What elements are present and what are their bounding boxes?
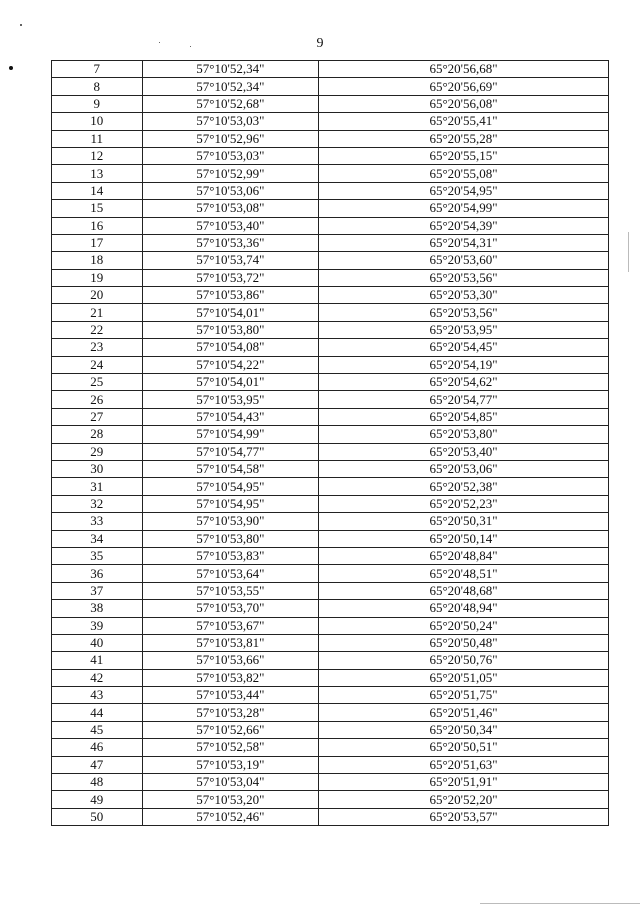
- longitude-cell: 65°20'52,23": [319, 495, 609, 512]
- table-row: [52, 252, 609, 269]
- table-row: [52, 547, 609, 564]
- longitude-cell: 65°20'48,68": [319, 582, 609, 599]
- table-row: [52, 617, 609, 634]
- longitude-cell: 65°20'54,62": [319, 374, 609, 391]
- point-number-cell: 16: [52, 217, 143, 234]
- scan-edge-mark: [480, 903, 640, 904]
- table-row: [52, 791, 609, 808]
- table-row: [52, 339, 609, 356]
- longitude-cell: 65°20'53,57": [319, 808, 609, 825]
- table-row: [52, 200, 609, 217]
- point-number-cell: 14: [52, 182, 143, 199]
- point-number-cell: 38: [52, 600, 143, 617]
- longitude-cell: 65°20'52,38": [319, 478, 609, 495]
- table-row: [52, 287, 609, 304]
- point-number-cell: 8: [52, 78, 143, 95]
- longitude-cell: 65°20'50,76": [319, 652, 609, 669]
- longitude-cell: 65°20'51,05": [319, 669, 609, 686]
- latitude-cell: 57°10'53,03": [142, 113, 318, 130]
- table-row: [52, 582, 609, 599]
- longitude-cell: 65°20'48,51": [319, 565, 609, 582]
- point-number-cell: 22: [52, 321, 143, 338]
- point-number-cell: 47: [52, 756, 143, 773]
- table-row: [52, 739, 609, 756]
- point-number-cell: 15: [52, 200, 143, 217]
- point-number-cell: 19: [52, 269, 143, 286]
- point-number-cell: 20: [52, 287, 143, 304]
- longitude-cell: 65°20'51,91": [319, 774, 609, 791]
- longitude-cell: 65°20'50,14": [319, 530, 609, 547]
- coordinates-table: [51, 60, 609, 826]
- longitude-cell: 65°20'54,77": [319, 391, 609, 408]
- table-row: [52, 721, 609, 738]
- point-number-cell: 48: [52, 774, 143, 791]
- longitude-cell: 65°20'50,48": [319, 634, 609, 651]
- latitude-cell: 57°10'52,96": [142, 130, 318, 147]
- longitude-cell: 65°20'50,51": [319, 739, 609, 756]
- latitude-cell: 57°10'53,80": [142, 530, 318, 547]
- longitude-cell: 65°20'56,69": [319, 78, 609, 95]
- longitude-cell: 65°20'53,95": [319, 321, 609, 338]
- point-number-cell: 45: [52, 721, 143, 738]
- longitude-cell: 65°20'54,39": [319, 217, 609, 234]
- table-row: [52, 774, 609, 791]
- table-row: [52, 495, 609, 512]
- latitude-cell: 57°10'53,81": [142, 634, 318, 651]
- table-row: [52, 182, 609, 199]
- latitude-cell: 57°10'53,74": [142, 252, 318, 269]
- table-row: [52, 704, 609, 721]
- point-number-cell: 44: [52, 704, 143, 721]
- table-row: [52, 634, 609, 651]
- latitude-cell: 57°10'54,01": [142, 374, 318, 391]
- latitude-cell: 57°10'53,80": [142, 321, 318, 338]
- scan-speck: [9, 66, 13, 70]
- longitude-cell: 65°20'53,30": [319, 287, 609, 304]
- latitude-cell: 57°10'53,44": [142, 687, 318, 704]
- latitude-cell: 57°10'52,99": [142, 165, 318, 182]
- table-row: [52, 147, 609, 164]
- coordinates-table-body: [52, 61, 609, 826]
- point-number-cell: 32: [52, 495, 143, 512]
- table-row: [52, 478, 609, 495]
- point-number-cell: 13: [52, 165, 143, 182]
- longitude-cell: 65°20'51,75": [319, 687, 609, 704]
- table-row: [52, 217, 609, 234]
- latitude-cell: 57°10'53,19": [142, 756, 318, 773]
- longitude-cell: 65°20'55,08": [319, 165, 609, 182]
- latitude-cell: 57°10'54,22": [142, 356, 318, 373]
- longitude-cell: 65°20'50,34": [319, 721, 609, 738]
- longitude-cell: 65°20'56,08": [319, 95, 609, 112]
- point-number-cell: 24: [52, 356, 143, 373]
- latitude-cell: 57°10'52,46": [142, 808, 318, 825]
- table-row: [52, 426, 609, 443]
- point-number-cell: 41: [52, 652, 143, 669]
- table-row: [52, 95, 609, 112]
- point-number-cell: 23: [52, 339, 143, 356]
- latitude-cell: 57°10'53,36": [142, 234, 318, 251]
- latitude-cell: 57°10'53,40": [142, 217, 318, 234]
- latitude-cell: 57°10'54,77": [142, 443, 318, 460]
- longitude-cell: 65°20'51,63": [319, 756, 609, 773]
- point-number-cell: 12: [52, 147, 143, 164]
- latitude-cell: 57°10'54,01": [142, 304, 318, 321]
- latitude-cell: 57°10'53,20": [142, 791, 318, 808]
- point-number-cell: 7: [52, 61, 143, 78]
- latitude-cell: 57°10'53,55": [142, 582, 318, 599]
- point-number-cell: 9: [52, 95, 143, 112]
- point-number-cell: 43: [52, 687, 143, 704]
- latitude-cell: 57°10'53,67": [142, 617, 318, 634]
- table-row: [52, 408, 609, 425]
- latitude-cell: 57°10'54,95": [142, 495, 318, 512]
- point-number-cell: 31: [52, 478, 143, 495]
- table-row: [52, 234, 609, 251]
- longitude-cell: 65°20'55,41": [319, 113, 609, 130]
- point-number-cell: 21: [52, 304, 143, 321]
- latitude-cell: 57°10'53,83": [142, 547, 318, 564]
- longitude-cell: 65°20'53,06": [319, 460, 609, 477]
- table-row: [52, 130, 609, 147]
- table-row: [52, 513, 609, 530]
- longitude-cell: 65°20'53,56": [319, 269, 609, 286]
- longitude-cell: 65°20'54,95": [319, 182, 609, 199]
- point-number-cell: 33: [52, 513, 143, 530]
- table-row: [52, 61, 609, 78]
- longitude-cell: 65°20'50,31": [319, 513, 609, 530]
- point-number-cell: 40: [52, 634, 143, 651]
- latitude-cell: 57°10'53,95": [142, 391, 318, 408]
- latitude-cell: 57°10'53,86": [142, 287, 318, 304]
- table-row: [52, 78, 609, 95]
- point-number-cell: 42: [52, 669, 143, 686]
- point-number-cell: 18: [52, 252, 143, 269]
- scan-speck: [20, 24, 22, 26]
- point-number-cell: 46: [52, 739, 143, 756]
- point-number-cell: 11: [52, 130, 143, 147]
- point-number-cell: 39: [52, 617, 143, 634]
- longitude-cell: 65°20'54,19": [319, 356, 609, 373]
- longitude-cell: 65°20'52,20": [319, 791, 609, 808]
- table-row: [52, 391, 609, 408]
- point-number-cell: 27: [52, 408, 143, 425]
- longitude-cell: 65°20'50,24": [319, 617, 609, 634]
- latitude-cell: 57°10'53,72": [142, 269, 318, 286]
- latitude-cell: 57°10'54,99": [142, 426, 318, 443]
- latitude-cell: 57°10'54,58": [142, 460, 318, 477]
- latitude-cell: 57°10'53,06": [142, 182, 318, 199]
- table-row: [52, 687, 609, 704]
- longitude-cell: 65°20'53,60": [319, 252, 609, 269]
- latitude-cell: 57°10'53,82": [142, 669, 318, 686]
- table-row: [52, 113, 609, 130]
- longitude-cell: 65°20'54,85": [319, 408, 609, 425]
- table-row: [52, 269, 609, 286]
- longitude-cell: 65°20'54,31": [319, 234, 609, 251]
- latitude-cell: 57°10'54,43": [142, 408, 318, 425]
- point-number-cell: 49: [52, 791, 143, 808]
- latitude-cell: 57°10'52,58": [142, 739, 318, 756]
- point-number-cell: 17: [52, 234, 143, 251]
- point-number-cell: 10: [52, 113, 143, 130]
- latitude-cell: 57°10'54,08": [142, 339, 318, 356]
- longitude-cell: 65°20'53,40": [319, 443, 609, 460]
- table-row: [52, 443, 609, 460]
- longitude-cell: 65°20'54,45": [319, 339, 609, 356]
- latitude-cell: 57°10'53,66": [142, 652, 318, 669]
- latitude-cell: 57°10'52,34": [142, 78, 318, 95]
- latitude-cell: 57°10'53,08": [142, 200, 318, 217]
- point-number-cell: 30: [52, 460, 143, 477]
- table-row: [52, 356, 609, 373]
- scan-speck: [159, 42, 160, 43]
- point-number-cell: 36: [52, 565, 143, 582]
- table-row: [52, 530, 609, 547]
- table-row: [52, 565, 609, 582]
- table-row: [52, 374, 609, 391]
- latitude-cell: 57°10'54,95": [142, 478, 318, 495]
- point-number-cell: 29: [52, 443, 143, 460]
- latitude-cell: 57°10'52,34": [142, 61, 318, 78]
- table-row: [52, 321, 609, 338]
- longitude-cell: 65°20'48,84": [319, 547, 609, 564]
- longitude-cell: 65°20'56,68": [319, 61, 609, 78]
- point-number-cell: 37: [52, 582, 143, 599]
- latitude-cell: 57°10'52,68": [142, 95, 318, 112]
- latitude-cell: 57°10'53,28": [142, 704, 318, 721]
- scan-edge-mark: [628, 232, 629, 272]
- point-number-cell: 50: [52, 808, 143, 825]
- longitude-cell: 65°20'51,46": [319, 704, 609, 721]
- point-number-cell: 26: [52, 391, 143, 408]
- latitude-cell: 57°10'53,70": [142, 600, 318, 617]
- page-number: 9: [316, 36, 324, 51]
- table-row: [52, 460, 609, 477]
- table-row: [52, 756, 609, 773]
- point-number-cell: 34: [52, 530, 143, 547]
- point-number-cell: 28: [52, 426, 143, 443]
- table-row: [52, 600, 609, 617]
- scan-speck: [190, 46, 191, 47]
- point-number-cell: 35: [52, 547, 143, 564]
- table-row: [52, 808, 609, 825]
- latitude-cell: 57°10'53,04": [142, 774, 318, 791]
- point-number-cell: 25: [52, 374, 143, 391]
- longitude-cell: 65°20'55,28": [319, 130, 609, 147]
- table-row: [52, 669, 609, 686]
- latitude-cell: 57°10'53,90": [142, 513, 318, 530]
- table-row: [52, 652, 609, 669]
- longitude-cell: 65°20'55,15": [319, 147, 609, 164]
- longitude-cell: 65°20'53,56": [319, 304, 609, 321]
- table-row: [52, 304, 609, 321]
- longitude-cell: 65°20'48,94": [319, 600, 609, 617]
- latitude-cell: 57°10'53,03": [142, 147, 318, 164]
- longitude-cell: 65°20'54,99": [319, 200, 609, 217]
- longitude-cell: 65°20'53,80": [319, 426, 609, 443]
- table-row: [52, 165, 609, 182]
- latitude-cell: 57°10'52,66": [142, 721, 318, 738]
- latitude-cell: 57°10'53,64": [142, 565, 318, 582]
